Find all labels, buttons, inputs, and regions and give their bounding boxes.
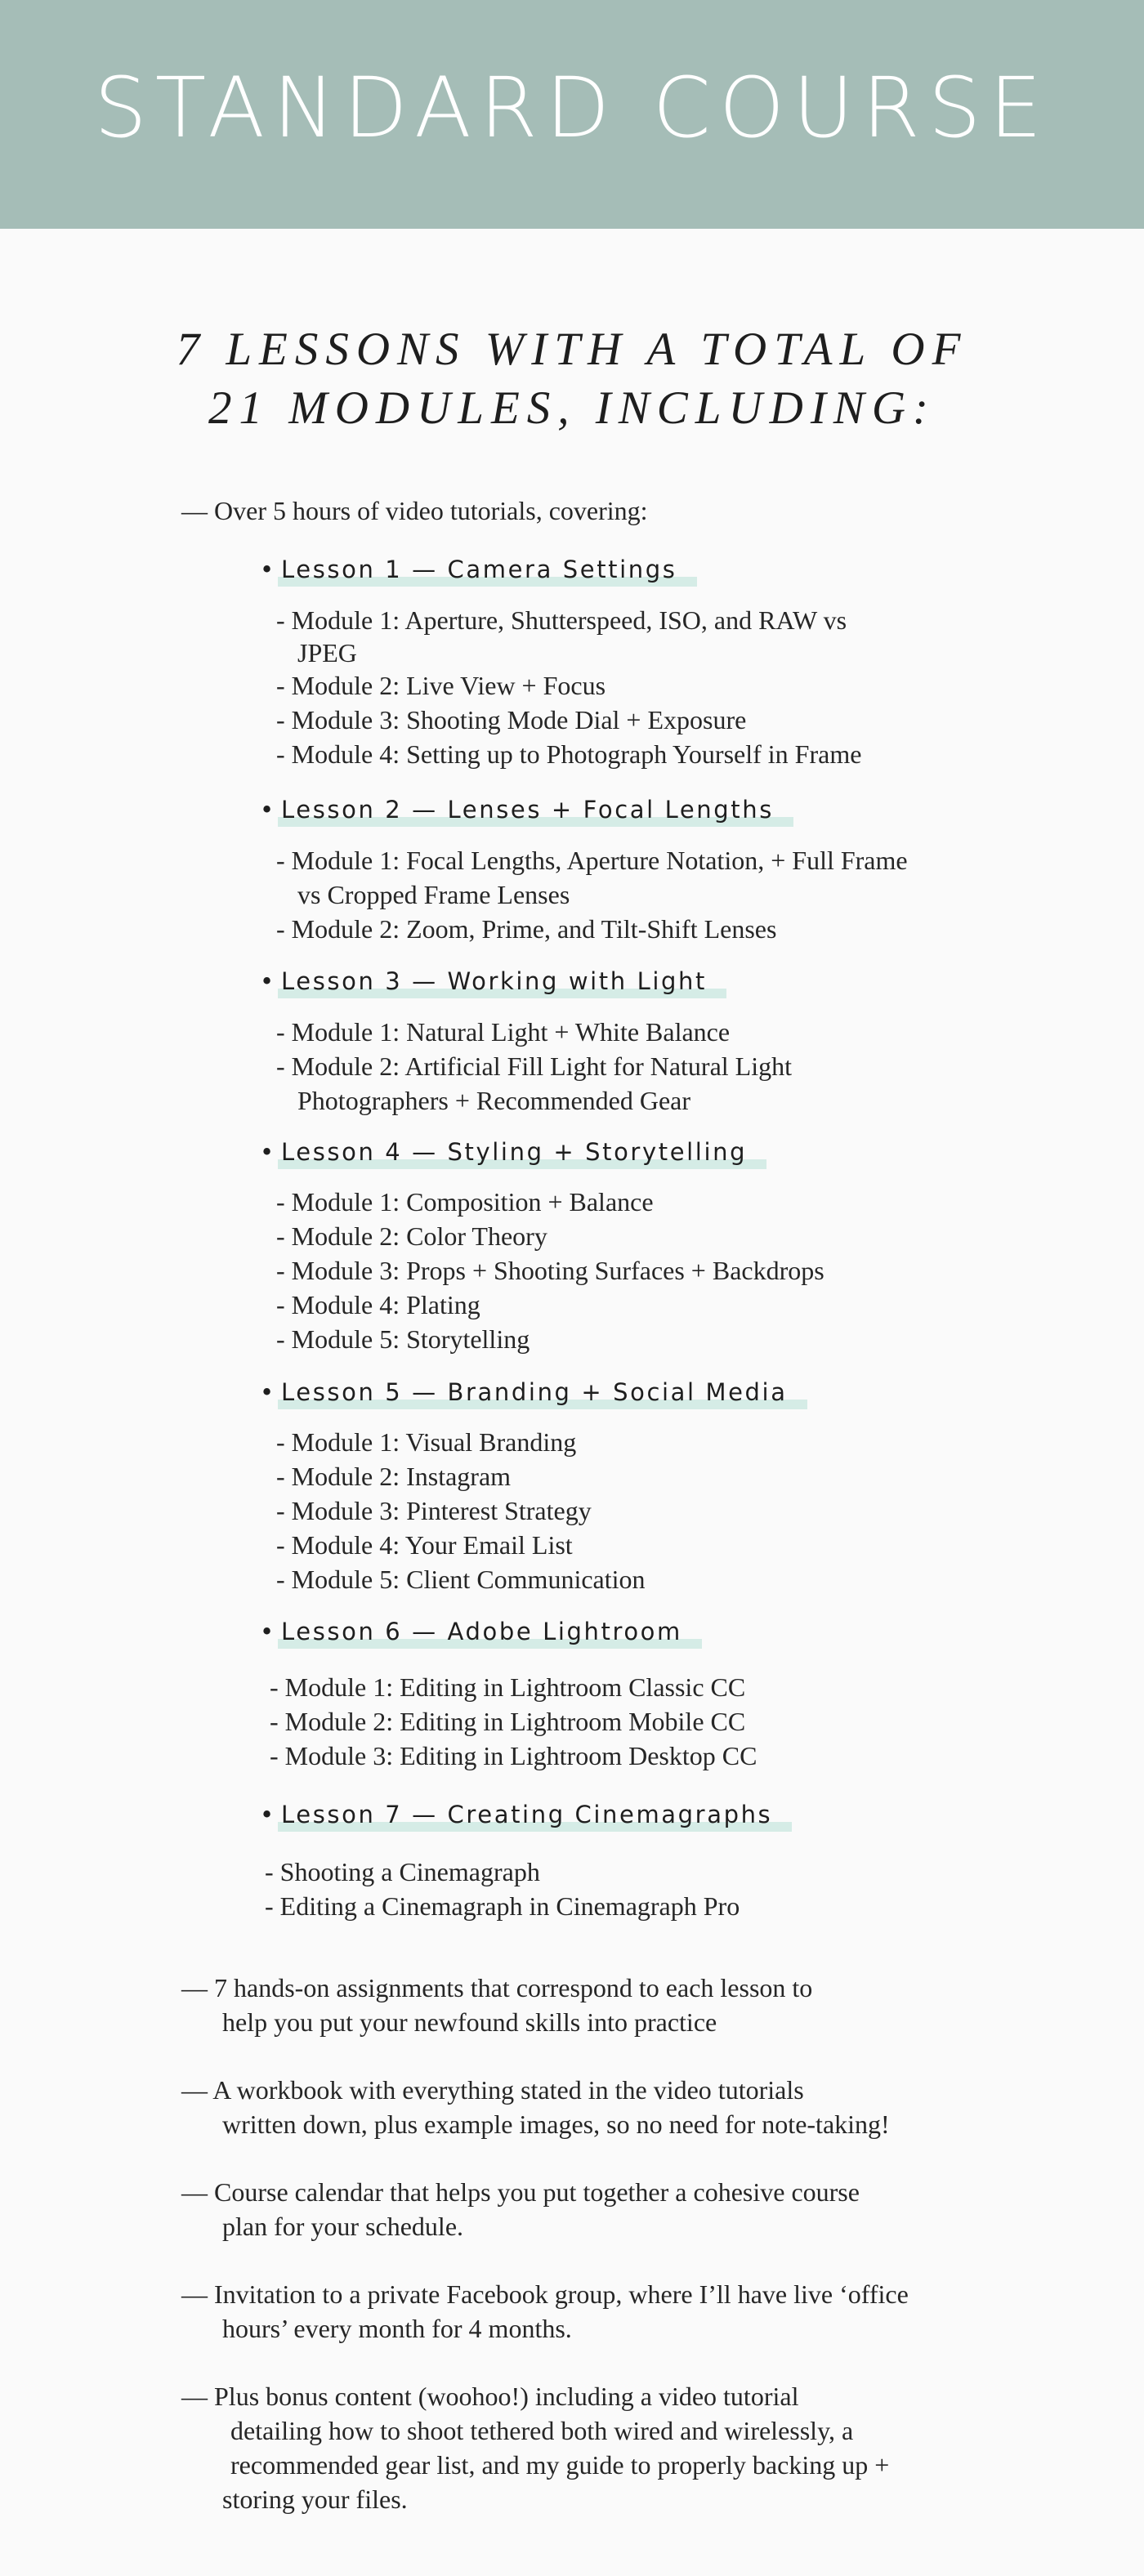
lesson-heading xyxy=(260,1798,772,1831)
module-line: - Module 3: Props + Shooting Surfaces + Backdrops xyxy=(276,1256,824,1285)
module-line: - Shooting a Cinemagraph xyxy=(265,1857,540,1886)
module-line: - Module 3: Pinterest Strategy xyxy=(276,1496,592,1525)
module-line: - Module 2: Live View + Focus xyxy=(276,671,606,700)
section-heading xyxy=(0,320,1144,438)
module-line: Photographers + Recommended Gear xyxy=(297,1086,691,1115)
bullet-icon: • xyxy=(260,796,276,824)
extra-workbook-line-2: written down, plus example images, so no need for note-taking! xyxy=(222,2109,890,2139)
lesson-title: Lesson 2 — Lenses + Focal Lengths xyxy=(281,793,774,826)
extra-assignments-line-1: — 7 hands-on assignments that correspond to each lesson to xyxy=(181,1973,813,2002)
module-line: - Module 1: Natural Light + White Balance xyxy=(276,1017,731,1047)
bullet-icon: • xyxy=(260,1801,276,1828)
lesson-heading xyxy=(260,793,774,826)
lesson-heading xyxy=(260,1376,788,1409)
module-line: - Editing a Cinemagraph in Cinemagraph Pro xyxy=(265,1891,740,1921)
lesson-title: Lesson 1 — Camera Settings xyxy=(281,553,677,586)
module-line: - Module 1: Editing in Lightroom Classic CC xyxy=(270,1672,746,1702)
extra-bonus-line-3: recommended gear list, and my guide to properly backing up + xyxy=(230,2450,890,2480)
module-line: - Module 1: Aperture, Shutterspeed, ISO, and RAW vs xyxy=(276,605,847,635)
lesson-title: Lesson 3 — Working with Light xyxy=(281,965,707,998)
lesson-title: Lesson 7 — Creating Cinemagraphs xyxy=(281,1798,772,1831)
bullet-icon: • xyxy=(260,556,276,583)
lesson-title: Lesson 6 — Adobe Lightroom xyxy=(281,1615,682,1648)
extra-bonus-line-4: storing your files. xyxy=(222,2484,408,2514)
extra-bonus-line-2: detailing how to shoot tethered both wired and wirelessly, a xyxy=(230,2416,854,2445)
bullet-icon: • xyxy=(260,1378,276,1406)
bullet-icon: • xyxy=(260,1138,276,1166)
bullet-icon: • xyxy=(260,1618,276,1645)
module-line: - Module 4: Your Email List xyxy=(276,1530,573,1560)
module-line: - Module 5: Client Communication xyxy=(276,1565,646,1594)
heading-line-2: 21 MODULES, INCLUDING: xyxy=(208,382,936,434)
lesson-heading xyxy=(260,1136,747,1168)
module-line: - Module 2: Instagram xyxy=(276,1462,512,1491)
heading-line-1: 7 LESSONS WITH A TOTAL OF xyxy=(176,324,968,375)
module-line: - Module 1: Focal Lengths, Aperture Notation, + Full Frame xyxy=(276,846,908,875)
module-line: - Module 5: Storytelling xyxy=(276,1324,530,1354)
lesson-heading xyxy=(260,1615,682,1648)
extra-facebook-line-1: — Invitation to a private Facebook group, where I’ll have live ‘office xyxy=(181,2279,909,2309)
lesson-heading xyxy=(260,553,677,586)
module-line: - Module 2: Zoom, Prime, and Tilt-Shift Lenses xyxy=(276,914,777,944)
module-line: vs Cropped Frame Lenses xyxy=(297,880,570,909)
module-line: - Module 3: Editing in Lightroom Desktop CC xyxy=(270,1741,757,1770)
module-line: - Module 4: Plating xyxy=(276,1290,480,1319)
extra-facebook-line-2: hours’ every month for 4 months. xyxy=(222,2314,572,2343)
bullet-icon: • xyxy=(260,967,276,995)
extra-workbook-line-1: — A workbook with everything stated in the video tutorials xyxy=(181,2075,804,2105)
course-title: STANDARD COURSE xyxy=(94,60,1050,157)
module-line: - Module 1: Visual Branding xyxy=(276,1427,577,1457)
module-line: - Module 2: Artificial Fill Light for Natural Light xyxy=(276,1051,792,1081)
lesson-title: Lesson 4 — Styling + Storytelling xyxy=(281,1136,747,1168)
module-line: - Module 2: Editing in Lightroom Mobile CC xyxy=(270,1707,746,1736)
intro-text: — Over 5 hours of video tutorials, covering: xyxy=(181,496,648,525)
lesson-heading xyxy=(260,965,707,998)
header-banner xyxy=(0,0,1144,229)
module-line: - Module 2: Color Theory xyxy=(276,1221,547,1251)
extra-bonus-line-1: — Plus bonus content (woohoo!) including a video tutorial xyxy=(181,2382,799,2411)
extra-assignments-line-2: help you put your newfound skills into practice xyxy=(222,2007,717,2037)
module-line: JPEG xyxy=(297,638,357,667)
extra-calendar-line-1: — Course calendar that helps you put together a cohesive course xyxy=(181,2177,860,2207)
extra-calendar-line-2: plan for your schedule. xyxy=(222,2212,464,2241)
module-line: - Module 3: Shooting Mode Dial + Exposure xyxy=(276,705,747,734)
lesson-title: Lesson 5 — Branding + Social Media xyxy=(281,1376,788,1409)
module-line: - Module 1: Composition + Balance xyxy=(276,1187,654,1217)
module-line: - Module 4: Setting up to Photograph Yourself in Frame xyxy=(276,739,862,769)
